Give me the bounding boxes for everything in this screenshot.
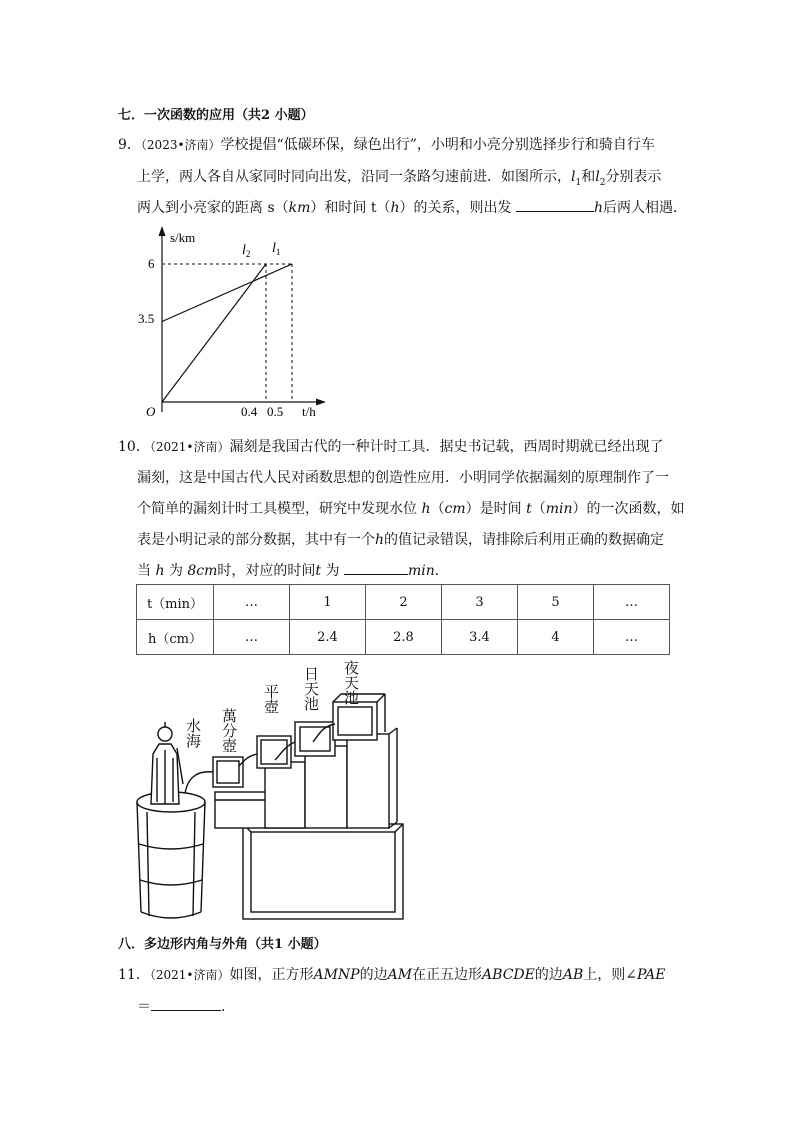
q10-line-5: 当 h 为 8cm时，对应的时间t 为 min．	[137, 563, 449, 579]
q11-line-1: 11．（2021•济南）如图，正方形AMNP的边AM在正五边形ABCDE的边AB上，则∠PAE	[118, 967, 666, 983]
section-title-7: 七．一次函数的应用（共2 小题）	[118, 108, 314, 123]
label-pinghu: 平壺	[262, 684, 280, 714]
table-cell: …	[594, 620, 670, 655]
q9-text-3c: ）的关系，则出发	[399, 200, 512, 216]
x-axis-label: t/h	[302, 404, 316, 419]
table-cell: 3	[442, 585, 518, 620]
label-wanfenhu: 萬分壺	[220, 708, 238, 753]
label-yetianchi: 夜天池	[342, 660, 360, 705]
q9-l1-sub: 1	[575, 177, 582, 188]
q9-text-2-tail: 分别表示	[605, 169, 662, 185]
y-axis-arrow	[159, 226, 166, 236]
q10-source: （2021•济南）	[149, 440, 230, 454]
x-tick-0.4: 0.4	[241, 404, 258, 419]
q9-l2: l	[595, 169, 600, 185]
table-cell: 2	[366, 585, 442, 620]
l2-label: $l_2$	[242, 243, 251, 259]
table-cell: 2.4	[290, 620, 366, 655]
x-tick-0.5: 0.5	[267, 404, 284, 419]
q10-line-4: 表是小明记录的部分数据，其中有一个h的值记录错误，请排除后利用正确的数据确定	[137, 532, 665, 548]
q9-l1: l	[571, 169, 576, 185]
origin-label: O	[146, 404, 156, 419]
q9-unit-h: h	[390, 200, 400, 216]
label-ritianchi: 日天池	[302, 666, 320, 711]
q9-graph	[130, 222, 330, 422]
q11-source: （2021•济南）	[149, 968, 230, 982]
l1-label: $l_1$	[272, 241, 281, 257]
q9-source: （2023•济南）	[140, 138, 221, 152]
q10-line-2: 漏刻，这是中国古代人民对函数思想的创造性应用．小明同学依据漏刻的原理制作了一	[137, 470, 669, 486]
q9-and: 和	[581, 169, 596, 185]
series-line-l1	[162, 264, 292, 322]
q10-line-3: 个简单的漏刻计时工具模型，研究中发现水位 h（cm）是时间 t（min）的一次函数，如	[137, 501, 685, 517]
q10-number: 10．	[118, 439, 150, 455]
q9-text-1: 学校提倡“低碳环保，绿色出行”，小明和小亮分别选择步行和骑自行车	[220, 137, 655, 153]
y-axis-label: s/km	[170, 230, 196, 245]
q9-line-3	[137, 197, 687, 217]
q11-answer-blank[interactable]	[151, 998, 221, 1011]
q10-data-table	[136, 584, 670, 655]
table-header-t: t（min）	[137, 585, 214, 620]
y-tick-6: 6	[148, 256, 155, 271]
table-cell: …	[214, 585, 290, 620]
series-line-l2	[162, 264, 266, 402]
q10-answer-blank[interactable]	[344, 562, 408, 575]
q10-text-1: 漏刻是我国古代的一种计时工具．据史书记载，西周时期就已经出现了	[229, 439, 664, 455]
table-row	[137, 620, 670, 655]
label-shuihai: 水海	[184, 718, 202, 748]
q9-text-3b: ）和时间 t（	[310, 200, 391, 216]
table-cell: 5	[518, 585, 594, 620]
q9-unit-km: km	[288, 200, 311, 216]
y-tick-3.5: 3.5	[138, 311, 155, 326]
q9-line-1	[118, 134, 655, 154]
q9-answer-unit: h	[593, 200, 603, 216]
table-header-h: h（cm）	[137, 620, 214, 655]
table-row	[137, 585, 670, 620]
x-axis-arrow	[316, 399, 326, 406]
q9-l2-sub: 2	[599, 177, 606, 188]
clepsydra-illustration	[135, 654, 410, 922]
table-cell: 3.4	[442, 620, 518, 655]
q9-text-2: 上学，两人各自从家同时同向出发，沿同一条路匀速前进．如图所示，	[137, 169, 571, 185]
section-title-8: 八．多边形内角与外角（共1 小题）	[118, 937, 327, 952]
table-cell: 1	[290, 585, 366, 620]
q10-line-1	[118, 436, 663, 456]
table-cell: …	[214, 620, 290, 655]
table-cell: …	[594, 585, 670, 620]
q11-line-2: ＝ ．	[137, 999, 235, 1015]
q11-number: 11．	[118, 967, 150, 983]
q9-answer-blank[interactable]	[516, 199, 594, 212]
table-cell: 2.8	[366, 620, 442, 655]
q9-text-3d: 后两人相遇．	[603, 200, 687, 216]
q9-text-3a: 两人到小亮家的距离 s（	[137, 200, 289, 216]
q9-line-2	[137, 166, 661, 188]
q9-number: 9．	[118, 137, 141, 153]
table-cell: 4	[518, 620, 594, 655]
